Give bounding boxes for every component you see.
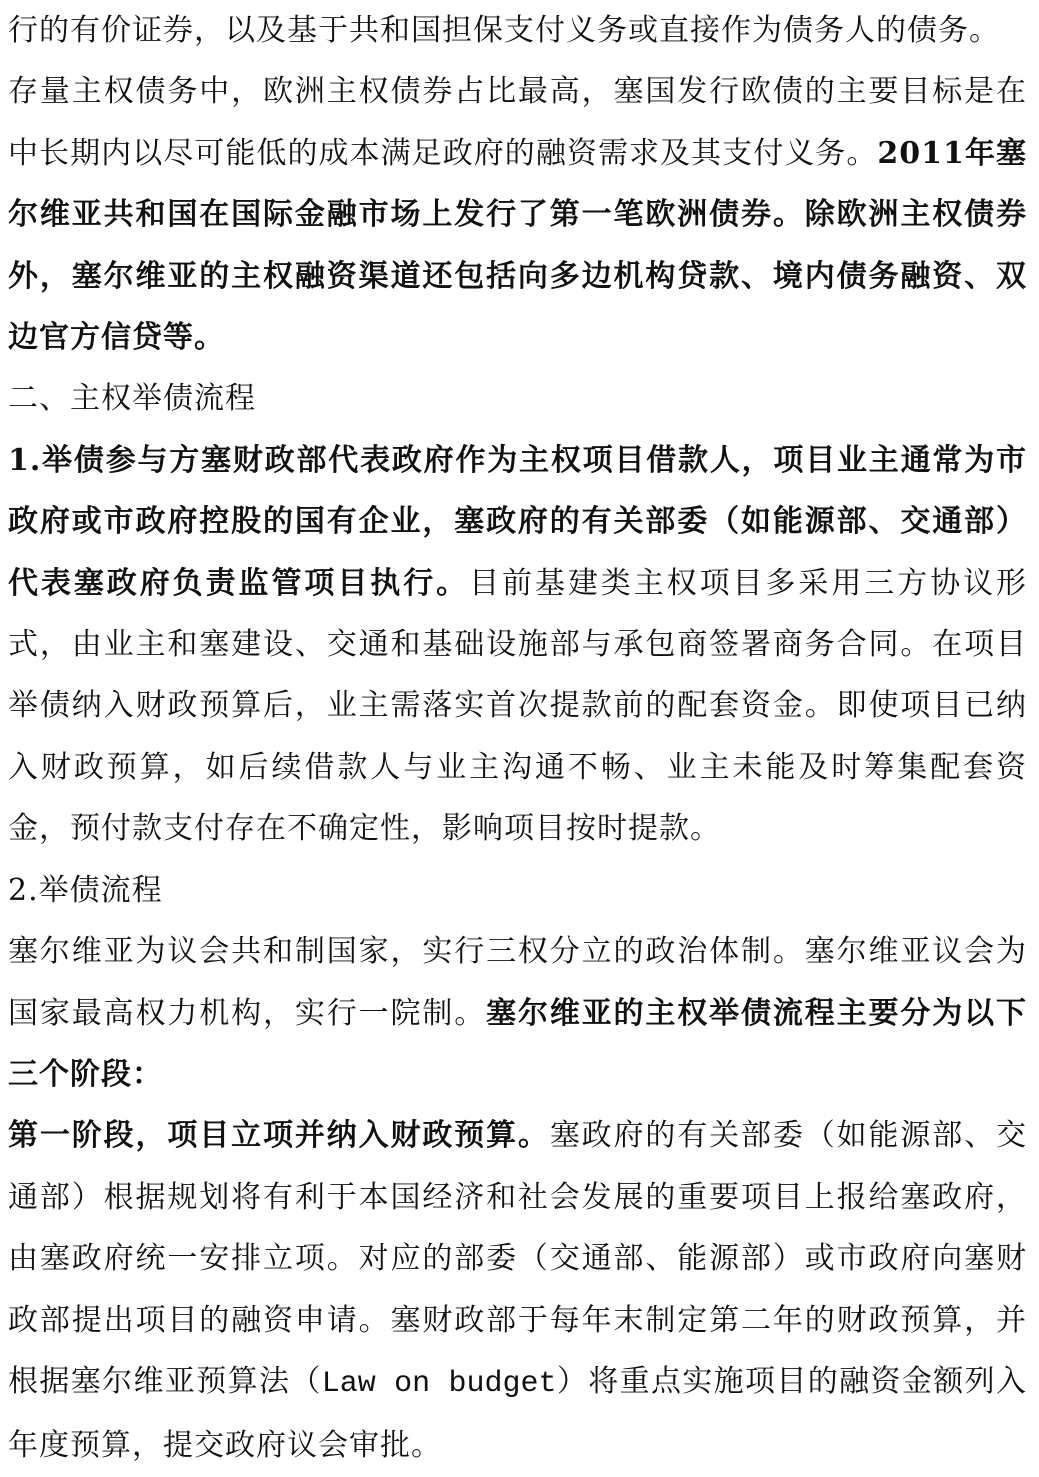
heading-text: 2.举债流程 — [8, 872, 163, 908]
paragraph-sovereign-debt-stock — [8, 61, 1027, 368]
text-run: 行的有价证券，以及基于共和国担保支付义务或直接作为债务人的债务。 — [8, 13, 1000, 48]
bold-text-run: 2011年塞尔维亚共和国在国际金融市场上发行了第一笔欧洲债券。除欧洲主权债券外，塞尔维亚的主权融资渠道还包括向多边机构贷款、境内债务融资、双边官方信贷等。 — [8, 135, 1028, 356]
paragraph-stage-one — [8, 1105, 1027, 1476]
bold-text-run: 第一阶段，项目立项并纳入财政预算。 — [8, 1118, 550, 1154]
text-run: 目前基建类主权项目多采用三方协议形式，由业主和塞建设、交通和基础设施部与承包商签署商务合同。在项目举债纳入财政预算后，业主需落实首次提款前的配套资金。即使项目已纳入财政预算，如后续借款人与业主沟通不畅、业主未能及时筹集配套资金，预付款支付存在不确定性，影响项目按时提款。 — [8, 565, 1028, 847]
paragraph-borrowing-parties — [8, 430, 1027, 860]
subsection-heading-borrowing-procedure — [8, 860, 1027, 921]
text-run: ）将重点实施项目的融资金额列入年度预算，提交政府议会审批。 — [8, 1363, 1027, 1464]
paragraph-intro-continuation — [8, 0, 1027, 61]
text-run: 塞政府的有关部委（如能源部、交通部）根据规划将有利于本国经济和社会发展的重要项目上报给塞政府，由塞政府统一安排立项。对应的部委（交通部、能源部）或市政府向塞财政部提出项目的融资申请。塞财政部于每年末制定第二年的财政预算，并根据塞尔维亚预算法（ — [8, 1118, 1028, 1399]
latin-text-run: Law on budget — [321, 1366, 557, 1401]
bold-text-run: 1.举债参与方塞财政部代表政府作为主权项目借款人，项目业主通常为市政府或市政府控股的国有企业，塞政府的有关部委（如能源部、交通部）代表塞政府负责监管项目执行。 — [8, 442, 1027, 601]
text-run: 塞尔维亚为议会共和制国家，实行三权分立的政治体制。塞尔维亚议会为国家最高权力机构，实行一院制。 — [8, 934, 1027, 1031]
paragraph-political-system — [8, 921, 1027, 1105]
bold-text-run: 塞尔维亚的主权举债流程主要分为以下三个阶段： — [8, 995, 1028, 1092]
text-run: 存量主权债务中，欧洲主权债券占比最高，塞国发行欧债的主要目标是在中长期内以尽可能低的成本满足政府的融资需求及其支付义务。 — [8, 74, 1027, 171]
section-heading-borrowing-process — [8, 368, 1027, 429]
heading-text: 二、主权举债流程 — [8, 381, 256, 417]
